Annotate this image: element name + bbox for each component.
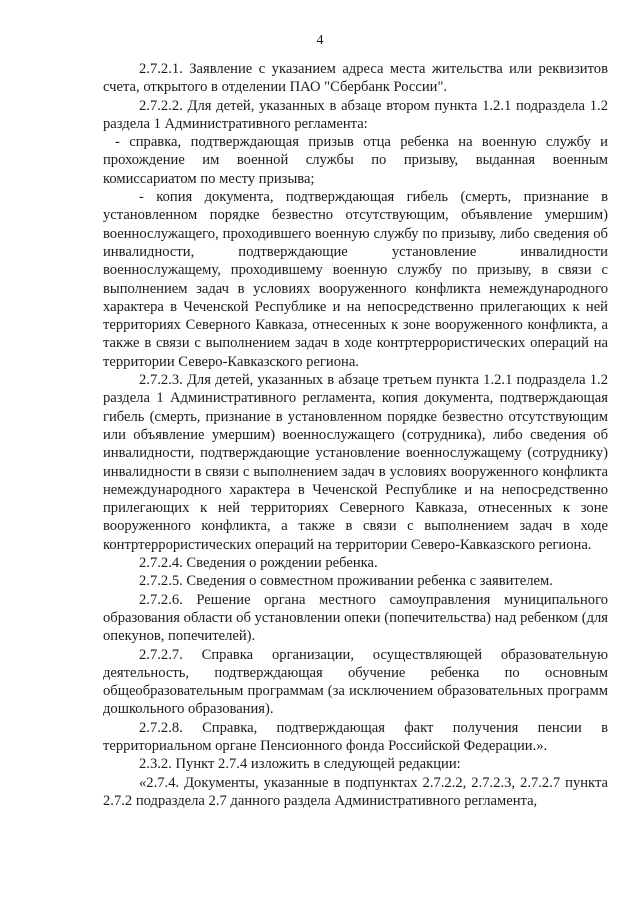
paragraph-2-7-2-8: 2.7.2.8. Справка, подтверждающая факт получения пенсии в территориальном органе Пенсионного фонда Российской Федерации.». [103, 719, 608, 754]
page-number: 4 [316, 33, 324, 48]
paragraph-2-7-2-4: 2.7.2.4. Сведения о рождении ребенка. [139, 555, 378, 572]
paragraph-2-7-4: «2.7.4. Документы, указанные в подпунктах 2.7.2.2, 2.7.2.3, 2.7.2.7 пункта 2.7.2 подраздела 2.7 данного раздела Административного регламента, [103, 774, 608, 809]
paragraph-2-7-2-1: 2.7.2.1. Заявление с указанием адреса места жительства или реквизитов счета, открытого в отделении ПАО "Сбербанк России". [103, 61, 608, 96]
paragraph-2-7-2-3: 2.7.2.3. Для детей, указанных в абзаце третьем пункта 1.2.1 подраздела 1.2 раздела 1 Административного регламента, копия документа, подтверждающая гибель (смерть, признание в установленном порядке безвестно отсутствующим или объявление умершим) военнослужащего (сотрудника), либо сведения об инвалидности, подтверждающие установление военнослужащему (сотруднику) инвалидности в связи с выполнением задач в условиях вооруженного конфликта немеждународного характера в Чеченской Республике и на непосредственно прилегающих к ней территориях Северного Кавказа, отнесенных к зоне вооруженного конфликта, а также в связи с выполнением задач в ходе контртеррористических операций на территории Северо-Кавказского региона. [103, 372, 608, 553]
paragraph-2-3-2: 2.3.2. Пункт 2.7.4 изложить в следующей редакции: [139, 756, 461, 773]
paragraph-kopiya-gibel: - копия документа, подтверждающая гибель (смерть, признание в установленном порядке безвестно отсутствующим, объявление умершим) военнослужащего, проходившего военную службу по призыву, либо сведения об инвалидности, подтверждающие установление инвалидности военнослужащему, проходившему военную службу по призыву, в связи с выполнением задач в условиях вооруженного конфликта немеждународного характера в Чеченской Республике и на непосредственно прилегающих к ней территориях Северного Кавказа, отнесенных к зоне вооруженного конфликта, а также в связи с выполнением задач в ходе контртеррористических операций на территории Северо-Кавказского региона. [103, 189, 608, 370]
document-body [103, 60, 608, 810]
paragraph-2-7-2-5: 2.7.2.5. Сведения о совместном проживании ребенка с заявителем. [139, 573, 553, 590]
paragraph-2-7-2-7: 2.7.2.7. Справка организации, осуществляющей образовательную деятельность, подтверждающая обучение ребенка по основным общеобразовательным программам (за исключением образовательных программ дошкольного образования). [103, 646, 608, 718]
paragraph-spravka-prizyv: - справка, подтверждающая призыв отца ребенка на военную службу и прохождение им военной службы по призыву, выданная военным комиссариатом по месту призыва; [103, 134, 608, 187]
paragraph-2-7-2-6: 2.7.2.6. Решение органа местного самоуправления муниципального образования области об установлении опеки (попечительства) над ребенком (для опекунов, попечителей). [103, 591, 608, 645]
paragraph-2-7-2-2: 2.7.2.2. Для детей, указанных в абзаце втором пункта 1.2.1 подраздела 1.2 раздела 1 Административного регламента: [103, 97, 608, 132]
